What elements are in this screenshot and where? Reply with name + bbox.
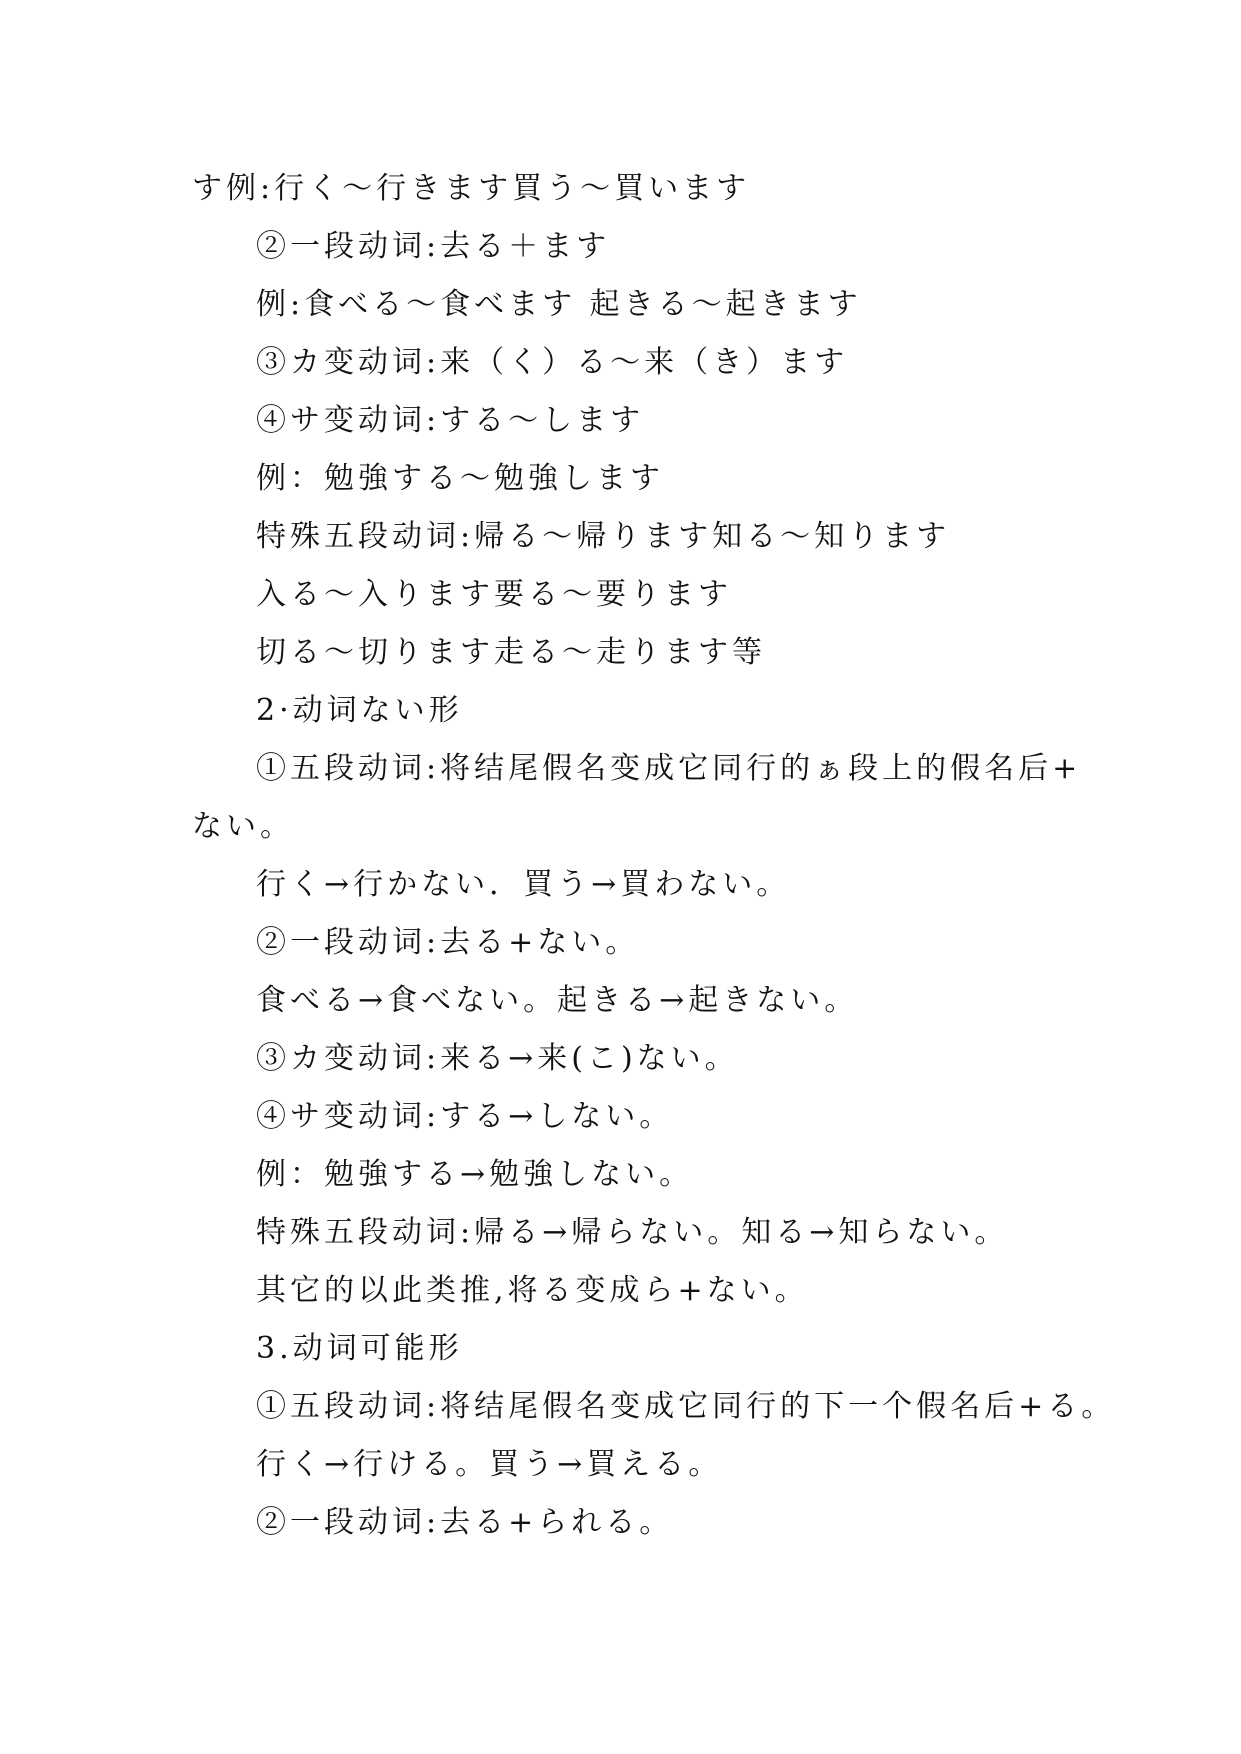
document-body	[192, 160, 1116, 1552]
text-line: 例:食べる～食べます 起きる～起きます	[256, 287, 862, 322]
text-line: ②一段动词:去る+られる。	[256, 1505, 674, 1540]
text-line: ない。	[192, 809, 294, 844]
text-line: 切る～切ります走る～走ります等	[256, 635, 766, 670]
text-line: 特殊五段动词:帰る→帰らない。知る→知らない。	[256, 1215, 1009, 1250]
text-line: 食べる→食べない。起きる→起きない。	[256, 983, 859, 1018]
text-line: 例：勉強する→勉強しない。	[256, 1157, 694, 1192]
text-line: ④サ变动词:する～します	[256, 403, 645, 438]
text-line: ③カ变动词:来（く）る～来（き）ます	[256, 345, 849, 380]
section-heading: 2·动词ない形	[256, 693, 463, 728]
text-line: 特殊五段动词:帰る～帰ります知る～知ります	[256, 519, 951, 554]
text-line: ②一段动词:去る+ない。	[256, 925, 640, 960]
text-line: 行く→行かない．買う→買わない。	[256, 867, 791, 902]
text-line: ③カ变动词:来る→来(こ)ない。	[256, 1041, 739, 1076]
text-line: 例：勉強する～勉強します	[256, 461, 664, 496]
text-line: ④サ变动词:する→しない。	[256, 1099, 674, 1134]
text-line: ②一段动词:去る＋ます	[256, 229, 611, 264]
text-line: 行く→行ける。買う→買える。	[256, 1447, 723, 1482]
text-line: 其它的以此类推,将る变成ら+ない。	[256, 1273, 809, 1308]
section-heading: 3.动词可能形	[256, 1331, 463, 1366]
text-line: ①五段动词:将结尾假名变成它同行的ぁ段上的假名后+	[256, 751, 1082, 786]
text-line: す例:行く～行きます買う～買います	[192, 171, 751, 206]
text-line: 入る～入ります要る～要ります	[256, 577, 732, 612]
text-line: ①五段动词:将结尾假名变成它同行的下一个假名后+る。	[256, 1389, 1116, 1424]
